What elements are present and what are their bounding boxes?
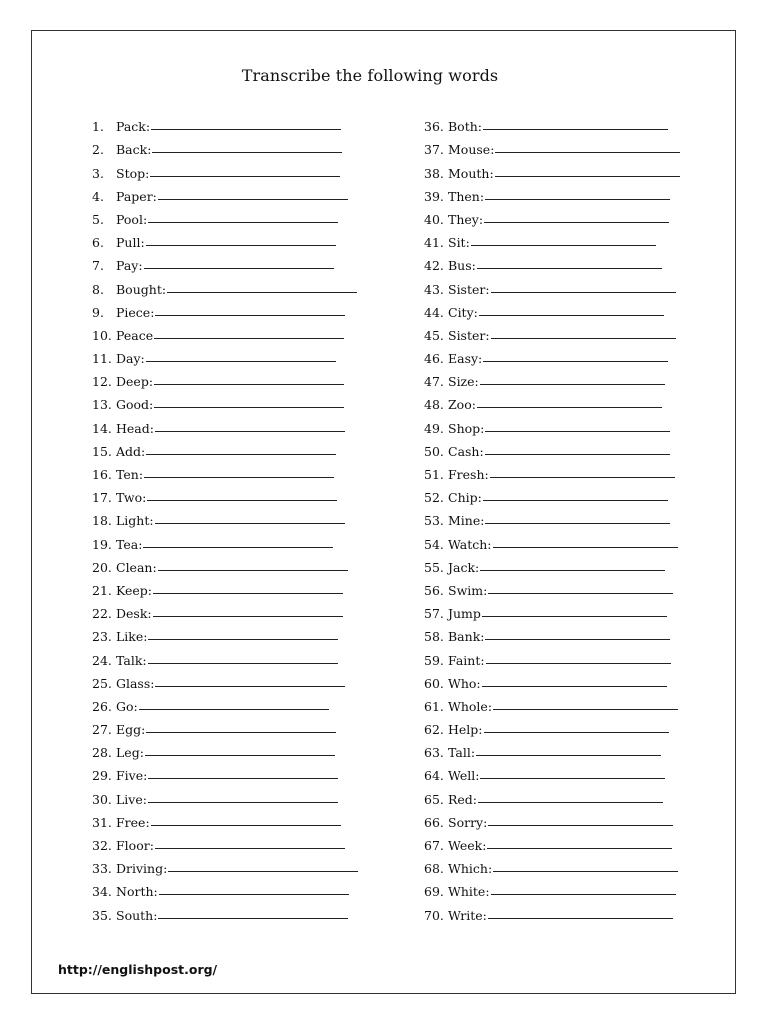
item-number: 34. [92,884,112,900]
answer-blank-line[interactable] [483,360,668,362]
word-item [424,807,680,830]
answer-blank-line[interactable] [476,754,661,756]
answer-blank-line[interactable] [154,337,344,339]
item-number: 7. [92,258,104,274]
answer-blank-line[interactable] [495,175,680,177]
item-word: Back: [116,142,152,158]
answer-blank-line[interactable] [471,244,656,246]
answer-blank-line[interactable] [486,662,671,664]
item-number: 64. [424,768,444,784]
item-number: 22. [92,606,112,622]
answer-blank-line[interactable] [485,638,670,640]
item-number: 39. [424,188,444,204]
word-item [424,760,680,783]
answer-blank-line[interactable] [167,291,357,293]
answer-blank-line[interactable] [485,198,670,200]
item-word: Help: [448,722,483,738]
answer-blank-line[interactable] [488,824,673,826]
item-word: Jack: [448,559,480,575]
item-word: Week: [448,838,487,853]
item-number: 6. [92,235,104,251]
item-number: 50. [424,443,444,459]
item-word: Well: [448,768,480,784]
item-number: 27. [92,722,112,738]
word-list-right [424,111,680,923]
item-word: They: [448,211,484,227]
answer-blank-line[interactable] [485,430,670,432]
answer-blank-line[interactable] [491,291,676,293]
item-word: Ten: [116,467,144,482]
item-number: 45. [424,327,444,343]
item-number: 62. [424,722,444,738]
item-number: 11. [92,351,112,367]
word-item [92,552,358,575]
item-number: 20. [92,559,112,575]
word-item [424,436,680,459]
item-number: 68. [424,861,444,877]
item-number: 60. [424,675,444,691]
answer-blank-line[interactable] [491,893,676,895]
item-word: Sorry: [448,814,488,830]
item-word: Pack: [116,119,151,135]
item-number: 55. [424,559,444,575]
word-item [424,134,680,157]
item-number: 38. [424,165,444,181]
item-word: South: [116,907,158,923]
word-item [424,552,680,575]
item-word: Cash: [448,443,484,459]
answer-blank-line[interactable] [493,870,678,872]
answer-blank-line[interactable] [483,499,668,501]
item-word: Talk: [116,652,147,668]
word-item [92,181,358,204]
item-number: 17. [92,490,112,506]
word-item [92,668,358,691]
item-word: Egg: [116,722,146,738]
item-word: Mouse: [448,142,495,158]
word-item [92,714,358,737]
answer-blank-line[interactable] [143,546,333,548]
answer-blank-line[interactable] [147,499,337,501]
word-item [92,459,358,482]
item-word: Zoo: [448,397,476,413]
answer-blank-line[interactable] [493,708,678,710]
item-word: Fresh: [448,467,489,482]
item-number: 12. [92,374,112,390]
answer-blank-line[interactable] [146,360,336,362]
item-number: 21. [92,582,112,598]
item-number: 30. [92,791,112,807]
item-number: 42. [424,258,444,274]
item-number: 18. [92,513,112,529]
item-word: Sister: [448,281,490,297]
word-item [424,181,680,204]
word-item [92,830,358,853]
item-number: 31. [92,814,112,830]
word-item [92,436,358,459]
item-word: Clean: [116,559,157,575]
item-number: 25. [92,675,112,691]
item-word: Red: [448,791,478,807]
answer-blank-line[interactable] [148,777,338,779]
word-item [92,760,358,783]
answer-blank-line[interactable] [480,569,665,571]
word-item [424,366,680,389]
word-item [424,598,680,621]
answer-blank-line[interactable] [482,685,667,687]
word-item [424,783,680,806]
item-number: 10. [92,327,112,343]
item-word: Bus: [448,258,476,274]
item-word: Tea: [116,536,143,552]
word-item [92,783,358,806]
word-item [92,737,358,760]
item-word: Peace [116,327,154,343]
word-item [424,668,680,691]
item-number: 36. [424,119,444,135]
word-item [92,366,358,389]
item-number: 19. [92,536,112,552]
item-word: Easy: [448,351,483,367]
item-number: 23. [92,629,112,645]
answer-blank-line[interactable] [151,128,341,130]
item-word: Swim: [448,582,488,598]
item-word: Live: [116,791,147,807]
item-word: Size: [448,374,479,390]
word-item [92,575,358,598]
item-number: 4. [92,188,104,204]
item-word: Bought: [116,281,167,297]
word-item [92,204,358,227]
item-word: Jump [448,606,481,622]
item-number: 70. [424,907,444,923]
item-number: 43. [424,281,444,297]
answer-blank-line[interactable] [477,267,662,269]
item-word: Both: [448,119,482,135]
item-word: Tall: [448,745,476,761]
item-number: 33. [92,861,112,877]
item-word: North: [116,884,158,900]
answer-blank-line[interactable] [145,754,335,756]
answer-blank-line[interactable] [150,175,340,177]
answer-blank-line[interactable] [168,870,358,872]
word-item [92,528,358,551]
item-word: Driving: [116,861,168,877]
item-number: 63. [424,745,444,761]
answer-blank-line[interactable] [148,662,338,664]
item-word: Deep: [116,374,154,390]
item-word: Bank: [448,629,485,645]
item-word: Stop: [116,165,150,181]
item-word: Then: [448,188,485,204]
item-word: Mine: [448,513,485,529]
answer-blank-line[interactable] [485,453,670,455]
word-item [92,250,358,273]
answer-blank-line[interactable] [485,522,670,524]
item-word: Which: [448,861,493,877]
answer-blank-line[interactable] [484,731,669,733]
item-word: White: [448,884,490,900]
word-item [92,111,358,134]
worksheet-title: Transcribe the following words [241,66,499,85]
answer-blank-line[interactable] [146,244,336,246]
item-number: 59. [424,652,444,668]
item-word: Sit: [448,235,470,251]
source-url: http://englishpost.org/ [58,962,218,977]
item-word: Mouth: [448,165,494,181]
item-number: 29. [92,768,112,784]
item-number: 9. [92,304,104,320]
item-number: 8. [92,281,104,297]
word-item [92,621,358,644]
item-word: Keep: [116,582,153,598]
word-item [92,412,358,435]
word-item [424,621,680,644]
answer-blank-line[interactable] [490,476,675,478]
item-number: 37. [424,142,444,158]
item-word: Faint: [448,652,485,668]
answer-blank-line[interactable] [483,128,668,130]
item-word: Light: [116,513,154,529]
answer-blank-line[interactable] [139,708,329,710]
word-item [424,320,680,343]
word-item [424,273,680,296]
item-number: 24. [92,652,112,668]
answer-blank-line[interactable] [155,314,345,316]
word-item [424,830,680,853]
item-word: Glass: [116,675,155,691]
word-item [424,412,680,435]
answer-blank-line[interactable] [155,522,345,524]
answer-blank-line[interactable] [482,615,667,617]
word-item [92,899,358,922]
item-number: 15. [92,443,112,459]
item-number: 52. [424,490,444,506]
word-item [92,273,358,296]
word-item [424,389,680,412]
item-word: Paper: [116,188,157,204]
item-number: 16. [92,467,112,482]
item-word: Head: [116,420,154,436]
word-item [92,157,358,180]
word-item [92,343,358,366]
word-item [424,227,680,250]
item-word: Like: [116,629,148,645]
answer-blank-line[interactable] [148,801,338,803]
item-word: Leg: [116,745,144,761]
answer-blank-line[interactable] [484,221,669,223]
item-number: 58. [424,629,444,645]
answer-blank-line[interactable] [495,151,680,153]
item-word: Desk: [116,606,152,622]
word-item [92,134,358,157]
word-item [424,111,680,134]
item-number: 13. [92,397,112,413]
answer-blank-line[interactable] [144,267,334,269]
item-number: 46. [424,351,444,367]
item-number: 56. [424,582,444,598]
item-number: 2. [92,142,104,158]
item-word: Chip: [448,490,482,506]
item-word: Free: [116,814,150,830]
word-item [92,807,358,830]
item-word: Pay: [116,258,143,274]
word-item [424,853,680,876]
item-number: 14. [92,420,112,436]
word-item [92,227,358,250]
item-number: 28. [92,745,112,761]
word-item [424,157,680,180]
word-item [92,505,358,528]
item-number: 41. [424,235,444,251]
word-item [424,343,680,366]
item-word: Shop: [448,420,485,436]
answer-blank-line[interactable] [158,569,348,571]
answer-blank-line[interactable] [491,337,676,339]
word-item [424,250,680,273]
item-word: Who: [448,675,481,691]
word-list-left [92,111,358,923]
item-number: 1. [92,119,104,135]
answer-blank-line[interactable] [488,592,673,594]
word-item [92,691,358,714]
word-item [92,297,358,320]
item-word: Add: [116,443,146,459]
word-item [92,320,358,343]
word-item [424,899,680,922]
word-item [92,482,358,505]
answer-blank-line[interactable] [153,615,343,617]
answer-blank-line[interactable] [487,847,672,849]
item-number: 61. [424,698,444,714]
item-number: 66. [424,814,444,830]
answer-blank-line[interactable] [154,406,344,408]
item-number: 44. [424,304,444,320]
item-word: Two: [116,490,147,506]
item-word: Day: [116,351,145,367]
word-item [424,528,680,551]
item-number: 40. [424,211,444,227]
item-number: 35. [92,907,112,923]
word-item [92,853,358,876]
word-item [92,598,358,621]
item-word: Whole: [448,698,493,714]
word-item [424,297,680,320]
answer-blank-line[interactable] [155,430,345,432]
answer-blank-line[interactable] [480,777,665,779]
item-number: 3. [92,165,104,181]
answer-blank-line[interactable] [488,917,673,919]
word-item [424,482,680,505]
item-word: Write: [448,907,487,923]
item-word: Good: [116,397,154,413]
item-number: 67. [424,838,444,853]
word-item [424,644,680,667]
answer-blank-line[interactable] [479,314,664,316]
item-word: Piece: [116,304,155,320]
item-number: 51. [424,467,444,482]
item-number: 48. [424,397,444,413]
word-item [424,714,680,737]
answer-blank-line[interactable] [155,847,345,849]
word-item [424,575,680,598]
item-number: 47. [424,374,444,390]
item-number: 32. [92,838,112,853]
word-item [92,876,358,899]
answer-blank-line[interactable] [159,893,349,895]
answer-blank-line[interactable] [152,151,342,153]
answer-blank-line[interactable] [151,824,341,826]
item-number: 53. [424,513,444,529]
item-word: Go: [116,698,138,714]
answer-blank-line[interactable] [144,476,334,478]
word-item [424,691,680,714]
item-number: 5. [92,211,104,227]
item-number: 49. [424,420,444,436]
answer-blank-line[interactable] [146,453,336,455]
item-word: Floor: [116,838,154,853]
item-word: Pool: [116,211,148,227]
answer-blank-line[interactable] [148,638,338,640]
word-item [424,505,680,528]
item-number: 57. [424,606,444,622]
answer-blank-line[interactable] [146,731,336,733]
word-item [424,737,680,760]
answer-blank-line[interactable] [478,801,663,803]
word-item [424,204,680,227]
answer-blank-line[interactable] [158,198,348,200]
answer-blank-line[interactable] [158,917,348,919]
item-word: Pull: [116,235,145,251]
item-number: 65. [424,791,444,807]
answer-blank-line[interactable] [154,383,344,385]
item-number: 54. [424,536,444,552]
answer-blank-line[interactable] [477,406,662,408]
item-word: Sister: [448,327,490,343]
item-word: Five: [116,768,148,784]
item-number: 69. [424,884,444,900]
word-item [92,644,358,667]
answer-blank-line[interactable] [153,592,343,594]
answer-blank-line[interactable] [493,546,678,548]
word-item [424,459,680,482]
item-word: City: [448,304,478,320]
item-number: 26. [92,698,112,714]
word-item [424,876,680,899]
answer-blank-line[interactable] [155,685,345,687]
answer-blank-line[interactable] [148,221,338,223]
item-word: Watch: [448,536,492,552]
word-item [92,389,358,412]
answer-blank-line[interactable] [480,383,665,385]
